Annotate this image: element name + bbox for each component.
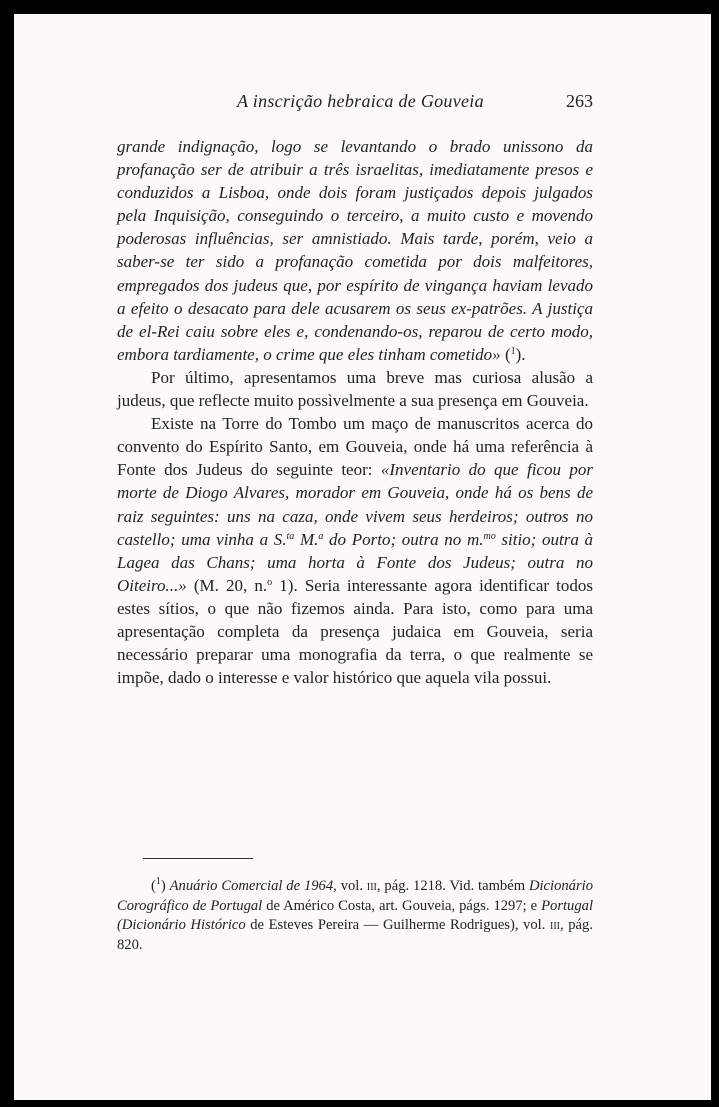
- paragraph-3: [117, 412, 593, 689]
- body-text: [117, 135, 593, 689]
- footnote-seg-7: de Esteves Pereira — Guilherme Rodrigues), vol.: [245, 917, 550, 933]
- p3-quote-d: sitio; outra à Lagea das Chans; uma horta à Fonte dos Judeus; outra no Oiteiro...»: [117, 529, 594, 595]
- footnote-close: ): [160, 878, 170, 894]
- footnote-volume-2: iii: [550, 917, 560, 933]
- p3-quote-sup-a: ta: [286, 530, 295, 542]
- footnote-seg-8: , pág. 820.: [117, 917, 593, 953]
- p3-quote-a: «Inventario do que ficou por morte de Diogo Alvares, morador em Gouveia, onde há os bens de raiz seguintes: uns na caza, onde vivem seus herdeiros; outros no castello; uma vinha a S.: [117, 460, 594, 549]
- p3-citation: (M. 20, n.: [186, 575, 268, 595]
- footnote-volume-1: iii: [366, 878, 377, 894]
- p3-quote-b: M.: [294, 529, 319, 549]
- quoted-passage: grande indignação, logo se levantando o brado unissono da profanação ser de atribuir a três israelitas, imediatamente presos e conduzidos a Lisboa, onde dois foram justiçados depois julgados pela Inquisição, conseguindo o terceiro, a muito custo e movendo poderosas influências, ser amnistiado. Mais tarde, porém, veio a saber-se ter sido a profanação cometida por dois malfeitores, empregados dos judeus que, por espírito de vingança haviam levado a efeito o desacato para dele acusarem os seus ex-patrões. A justiça de el-Rei caiu sobre eles e, condenando-os, reparou de certo modo, embora tardiamente, o crime que eles tinham cometido»: [117, 137, 593, 364]
- footnote-ref-close: ).: [515, 344, 526, 364]
- p3-intro: Existe na Torre do Tombo um maço de manuscritos acerca do convento do Espírito Santo, em Gouveia, onde há uma referência à Fonte dos Judeus do seguinte teor:: [117, 414, 593, 480]
- footnote-separator: [143, 858, 253, 859]
- paragraph-1: [117, 135, 593, 366]
- page-number: 263: [566, 91, 593, 111]
- running-title: A inscrição hebraica de Gouveia: [237, 91, 484, 111]
- p3-quote-c: do Porto; outra no m.: [323, 529, 484, 549]
- footnote-number: 1: [155, 876, 161, 887]
- footnote-ref-open: (: [500, 344, 511, 364]
- footnote-title-1: Anuário Comercial de 1964: [169, 878, 334, 894]
- footnote: [117, 877, 593, 955]
- paragraph-2: Por último, apresentamos uma breve mas curiosa alusão a judeus, que reflecte muito possìvelmente a sua presença em Gouveia.: [117, 367, 593, 411]
- p3-quote-sup-c: mo: [483, 530, 496, 542]
- page-header: [117, 87, 593, 117]
- footnote-ref-number: 1: [510, 345, 516, 357]
- p3-conclusion: 1). Seria interessante agora identificar todos estes sítios, o que não fizemos ainda. Para isto, como para uma apresentação completa da presença judaica em Gouveia, seria necessário preparar uma monografia da terra, o que realmente se impõe, dado o interesse e valor histórico que aquela vila possui.: [117, 575, 594, 688]
- footnote-title-2: Dicionário Corográfico de Portugal: [117, 878, 594, 914]
- book-page: [14, 14, 711, 1100]
- footnote-seg-2: , vol.: [333, 878, 367, 894]
- footnote-open: (: [151, 878, 156, 894]
- p3-citation-sup: o: [267, 576, 273, 588]
- footnote-seg-3: , pág. 1218. Vid. também: [376, 878, 529, 894]
- footnote-text: [117, 877, 593, 955]
- footnote-seg-5: de Américo Costa, art. Gouveia, págs. 1297; e: [262, 897, 542, 914]
- p3-quote-sup-b: a: [318, 530, 324, 542]
- footnote-title-3: Portugal (Dicionário Histórico: [117, 897, 593, 933]
